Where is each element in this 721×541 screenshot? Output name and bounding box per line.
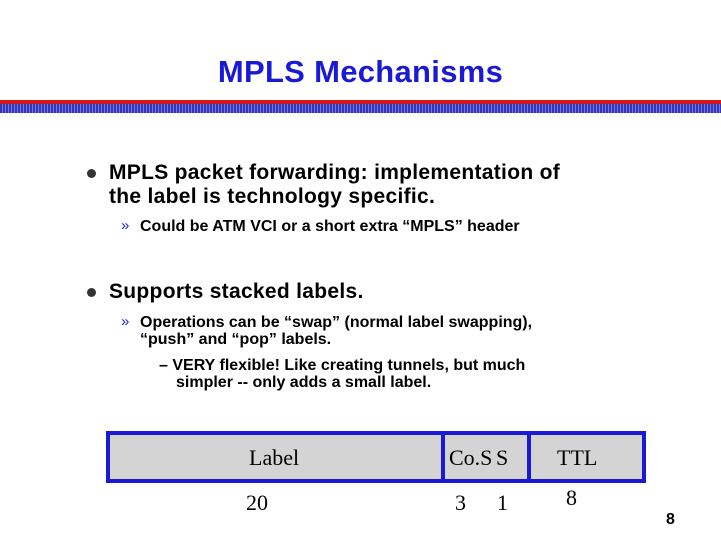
sub-bullet-1-marker: »	[121, 217, 130, 234]
sub-sub-bullet-line-2: simpler -- only adds a small label.	[176, 374, 432, 391]
field-label-value: 20	[246, 490, 268, 515]
bullet-dot-2	[87, 288, 96, 297]
sub-bullet-2-line-1: Operations can be “swap” (normal label swapping),	[140, 314, 533, 331]
sub-bullet-1-text	[140, 218, 520, 235]
field-cos-value: 3	[455, 490, 466, 515]
field-s-header: S	[496, 445, 509, 470]
bullet-2-line-1: Supports stacked labels.	[109, 280, 364, 303]
field-cos-header: Co.S	[449, 445, 493, 470]
field-ttl-value: 8	[566, 485, 577, 510]
field-ttl-header: TTL	[557, 445, 598, 470]
bullet-1-text	[109, 161, 560, 209]
page-number: 8	[666, 511, 675, 528]
sub-bullet-2-marker: »	[121, 313, 130, 330]
sub-sub-bullet-marker: –	[159, 357, 168, 374]
sub-bullet-1-line-1: Could be ATM VCI or a short extra “MPLS” header	[140, 218, 520, 235]
field-divider-label-cos	[441, 431, 445, 483]
title-rule-blue	[0, 104, 721, 113]
sub-sub-bullet-text	[159, 357, 525, 391]
sub-bullet-2-line-2: “push” and “pop” labels.	[140, 331, 332, 348]
sub-bullet-2-text	[140, 314, 532, 348]
bullet-1-line-1: MPLS packet forwarding: implementation of	[109, 161, 561, 184]
bullet-2-text	[109, 280, 364, 304]
bullet-1-line-2: the label is technology specific.	[109, 185, 436, 208]
slide-title: MPLS Mechanisms	[217, 54, 504, 89]
field-divider-s-ttl	[527, 431, 531, 483]
field-s-value: 1	[497, 490, 508, 515]
sub-sub-bullet-line-1	[159, 357, 525, 374]
bullet-dot-1	[87, 169, 96, 178]
field-label-header: Label	[249, 445, 300, 470]
sub-sub-bullet-line-1-text: VERY flexible! Like creating tunnels, but much	[172, 357, 526, 374]
